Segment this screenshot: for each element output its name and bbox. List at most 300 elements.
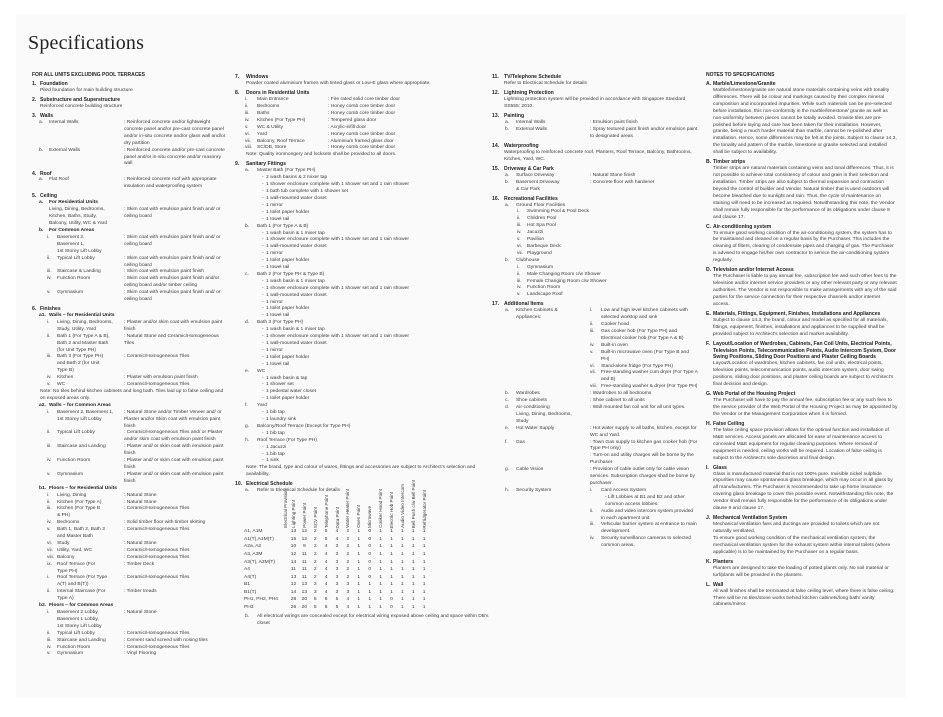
spec-label-text: Gymnasium [57,290,84,296]
spec-value-item [590,509,698,523]
spec-row [32,276,230,290]
bullet-text: 1 toilet paper holder [266,209,310,215]
spec-label [235,125,328,132]
column-1 [32,72,230,658]
list-text: All electrical wirings are concealed except for electrical wiring exposed above ceiling and space within DB's closet [257,613,489,626]
spec-label [32,207,124,228]
bullet-text: 1 toilet paper holder [266,306,310,312]
spec-label-text: Living, Dining, Bedrooms, Study, Utility, Yard [57,319,113,332]
spec-number: f. [505,439,508,445]
spec-label [492,127,590,141]
column-header: Oven Point [356,505,362,529]
table-cell: 5 [324,536,328,542]
spec-row [32,458,230,472]
spec-number: ii. [47,430,51,436]
spec-value-text: : Skim coat with emulsion paint finish and/or ceiling board and/or timber ceiling [124,276,220,289]
spec-value-text: : Timber treads [124,589,157,595]
section-number: E. [706,310,711,317]
spec-value-text: : Provision of cable outlet only for cable vision services. Subscription charges shall be borne by purchaser. [590,467,695,486]
subsection-number: b. [39,227,44,233]
spec-number: viii. [245,145,253,151]
list-text: Bath 3 (For Type PH) [257,320,304,326]
section-number: I. [706,464,709,471]
spec-label-text: Basement 2, Basement 1, 1st Storey Lift Lobby [57,409,114,422]
spec-value [124,548,230,555]
bullet-item [235,217,490,224]
section-number: J. [706,515,711,522]
table-cell: 1 [368,589,372,595]
list-text: Function Room [527,285,561,291]
spec-label-text: Basement Driveway & Car Park [516,179,560,192]
dash-icon: - [262,354,264,360]
spec-value-item [590,536,698,550]
spec-label [235,132,328,139]
spec-label [32,430,124,444]
item-number: iii. [590,329,595,335]
spec-label [32,527,124,541]
table-header-cell [332,507,343,528]
list-item [235,488,490,495]
spec-value [328,118,490,125]
spec-value-text: : Skim coat with emulsion paint finish and/ or ceiling board [124,255,221,268]
list-number: vii. [517,250,523,256]
column-header: SCV Point [312,506,318,529]
spec-number: g. [505,467,510,473]
item-text: Built-in microwave oven (For Type B and PH) [601,349,689,362]
spec-number: ii. [47,255,51,261]
column-header: Bell Push c/w Bell Point [410,479,416,529]
table-row [244,559,490,567]
subsection-title-text: Walls – for Common Areas [49,402,111,408]
column-3 [492,72,698,550]
spec-label-text: Kitchen (For Type PH) [257,117,306,123]
section-title-text: Wall [713,581,724,588]
list-item [492,209,698,216]
table-cell: 12 [290,582,297,588]
spec-row [492,173,698,180]
unit-type-cell: A4(T) [244,574,257,580]
spec-number: iv. [47,520,52,526]
spec-label [32,320,124,334]
table-cell: 3 [335,574,339,580]
list-number: a. [505,202,510,208]
list-text: Pavilion [527,237,545,243]
item-number: iii. [590,522,595,528]
paragraph: Piled foundation for main building structure [40,88,133,93]
table-cell: 2 [346,567,350,573]
table-header-cell [386,492,397,529]
table-cell: 2 [346,559,350,565]
spec-value-text: : Ceramic/Homogeneous Tiles [124,506,190,512]
unit-type-cell: A3, A3M [244,551,263,557]
paragraph: Note: No tiles behind kitchen cabinets and long bath. Tiles laid up to false ceiling and on exposed areas only. [40,389,224,401]
spec-value-text: : Natural Stone [124,492,157,498]
spec-value-text: : Skim coat with emulsion paint finish [124,269,204,275]
spec-label-text: Staircase and Landing [57,444,106,450]
bullet-item [235,396,490,403]
bullet-item [235,355,490,362]
spec-row [32,410,230,431]
spec-value-text: : Aluminium framed glass door [328,138,394,144]
table-row [244,574,490,582]
section-title-text: Layout/Location of Wardrobes, Cabinets, Fan Coil Units, Electrical Points, Television Points, Telecommunication Points, Audio Intercom System, Door Swing Positions, Sliding Door Positions and Plaster Ceiling Boards [713,340,897,361]
table-cell: 2 [313,551,317,557]
table-cell: 1 [390,589,393,595]
table-cell: 1 [422,582,426,588]
section-number: 3. [32,113,37,120]
spec-number: iv. [47,276,52,282]
spec-label-text: WC & Utility [257,124,284,130]
spec-value [590,405,698,426]
list-text: Swimming Pool & Pool Deck [527,209,589,215]
spec-row [32,506,230,520]
spec-label [32,177,124,191]
section-title [706,391,898,398]
spec-value-text: : Plaster and/ or skim coat with emulsion paint finish [124,458,224,470]
table-cell: 3 [335,589,339,595]
spec-value [590,173,698,180]
list-text: Children Pool [527,216,557,222]
spec-label [492,440,590,468]
bullet-text: 1 mirror [266,299,283,305]
section-number: A. [706,81,712,88]
spec-number: iii. [47,637,52,643]
spec-value [124,610,230,631]
paragraph: To ensure good working condition of the air-conditioning system, the system has to be maintained and cleaned on a regular basis by the Purchaser. This includes the cleaning of filters, clearing of condensate pipes and charging of gas. The Purchaser is advised to engage his/her own contractor to service the air-conditioning system regularly. [713,230,894,264]
list-item [492,244,698,251]
table-cell: 1 [357,574,361,580]
dash-icon: - [262,389,264,395]
spec-number: iv. [47,644,52,650]
spec-value-item [590,343,698,350]
bullet-text: 1 sink [266,458,279,464]
list-text: Jacuzzi [527,230,544,236]
table-cell: 1 [400,589,404,595]
spec-number: ii. [47,630,51,636]
table-cell: 12 [301,529,308,535]
spec-row [32,541,230,548]
table-cell: 2 [313,544,317,550]
spec-number: v. [47,651,51,657]
dash-icon: - [262,375,264,381]
table-cell: 3 [313,589,317,595]
table-cell: 2 [313,559,317,565]
spec-number: iii. [47,269,52,275]
spec-row [32,610,230,631]
table-cell: 1 [379,544,382,550]
column-header: Power Point [301,503,307,529]
table-row [244,566,490,574]
bullet-text: 1 bib tap [266,410,285,416]
spec-value [124,541,230,548]
table-cell: 11 [301,551,307,557]
section-title-text: Painting [504,113,525,120]
table-cell: 0 [390,597,393,603]
spec-row [492,127,698,141]
section-number: 7. [235,74,240,81]
spec-value-text: : Tempered glass door [328,117,377,123]
spec-value-text: : Honey comb core timber door [328,131,396,137]
unit-type-cell: B1(T) [244,589,257,595]
section-title [706,267,898,274]
spec-row [32,256,230,270]
bullet-item [235,341,490,348]
section-title [492,143,698,150]
spec-row [492,398,698,405]
list-number: b. [245,613,250,619]
spec-label [32,375,124,382]
paragraph: Note: The brand, type and colour of wares, fittings and accessories are subject to Architect's selection and availability. [246,465,476,478]
spec-label [32,548,124,555]
spec-row [492,467,698,488]
column-header: Electrical Provision [283,489,288,529]
table-cell: 1 [400,582,404,588]
spec-label [32,444,124,458]
table-cell: 28 [290,597,297,603]
table-cell: 1 [357,529,361,535]
spec-value-text: : Reinforced concrete roof with appropriate insulation and waterproofing system [124,177,217,190]
bullet-item [235,210,490,217]
table-cell: 1 [400,567,404,573]
dash-icon: - [262,278,264,284]
bullet-text: 1 toilet paper holder [266,396,310,402]
paragraph: To ensure good working condition of the mechanical ventilation system, the mechanical ventilation system for the exhaust system within internal toilets (where applicable) is to be maintained by the Purchaser on a regular basis. [713,535,891,555]
spec-value [124,493,230,500]
bullet-item [235,362,490,369]
spec-label-text: Gas [516,439,525,445]
table-cell: 12 [290,551,297,557]
table-cell: 15 [290,536,297,542]
spec-number: b. [505,391,510,397]
spec-value-text: : Reinforced concrete and/or pre-cast concrete panel and/or in-situ concrete and/or masonry wall [124,147,225,167]
table-cell: 4 [324,582,328,588]
item-text: Security surveillance cameras to selected common areas. [601,536,691,549]
spec-value [124,290,230,304]
spec-label [32,506,124,520]
spec-value [124,631,230,638]
column-2 [235,72,490,627]
list-text: Barbeque Deck [527,243,561,249]
spec-value [124,555,230,562]
list-text: Yard [257,403,267,409]
subsection-title [32,313,230,320]
list-number: e. [245,368,250,374]
spec-value-text: : Solid timber floor with timber skirting [124,520,206,526]
spec-number: vii. [47,547,53,553]
spec-number: ii. [47,589,51,595]
paragraph: The false ceiling space provision allows for the optimal function and installation of M&E services. Access panels are allocated for ease of maintenance access to concealed M&E equipment for regular cleaning purposes. Where removal of equipment is needed, ceiling works will be required. Location of false ceiling is subject to the Architect's sole discretion and final design. [713,427,889,461]
table-cell: 1 [390,544,393,550]
dash-icon: - [262,361,264,367]
table-cell: 1 [422,589,426,595]
spec-label-text: Basement 2 Lobby, Basement 1 Lobby, 1st Storey Lift Lobby [57,610,102,629]
spec-number: a. [39,177,44,183]
spec-label [32,562,124,576]
spec-row [492,180,698,194]
spec-number: i. [245,97,248,103]
section-title-text: Television and/or Internet Access [713,267,794,274]
table-cell: 1 [422,567,426,573]
spec-value [124,589,230,603]
list-number: i. [517,264,520,270]
table-cell: 1 [357,567,361,573]
list-text: Landscape Roof [527,292,563,298]
bullet-text: 1 wash basin & 1 mixer tap [266,327,325,333]
bullet-text: 1 shower enclosure complete with 1 shower set and 1 rain shower [266,334,409,340]
paragraph: Marble/limestone/granite are natural stone materials containing veins with tonality differences. There will be colour and markings caused by their complex mineral composition and incorporated impurities. While such materials can be pre-selected before installation, this non-conformity in the marble/limestone/ granite as well as non-uniformity between pieces cannot be totally avoided. Granite tiles are pre-polished before laying and care has been taken for their installation. However, granite, being a much harder material than marble, cannot be re-polished after installation. Hence, some differences may be felt at the joints. Subject to clause 14.3, the tonality and pattern of the marble, limestone or granite selected and installed shall be subject to availability. [713,88,897,156]
list-number: ii. [517,216,521,222]
section-heading: FOR ALL UNITS EXCLUDING POOL TERRACES [32,72,145,78]
dash-icon: - [262,327,264,333]
list-text: Male Changing Room c/w Shower [527,271,601,277]
table-header-cell [299,503,310,528]
spec-value-text: : Honey comb core timber door [328,110,396,116]
section-number: G. [706,391,712,398]
column-header: Cooker Hood Point [378,489,384,529]
spec-value-item [590,322,698,329]
spec-row [492,426,698,440]
spec-number: iii. [47,444,52,450]
dash-icon: - [262,209,264,215]
bullet-text: 1 toilet paper holder [266,354,310,360]
spec-label-text: Bedrooms [57,520,80,526]
section-title [706,224,898,231]
section-title [32,113,230,120]
dash-icon: - [262,216,264,222]
spec-row [492,308,698,391]
spec-number: v. [47,382,51,388]
table-cell: 11 [301,574,307,580]
list-number: v. [517,237,521,243]
table-row [244,604,490,612]
dash-icon: - [262,195,264,201]
paragraph: Planters are designed to take the loading of potted plants only. No soil material or turf/plants will be provided in the planters. [713,565,889,578]
section-number: 17. [492,301,500,308]
table-header-cell [310,507,321,528]
spec-label-text: Gymnasium [57,471,84,477]
spec-row [32,527,230,541]
table-cell: 3 [335,551,339,557]
list-number: ii. [517,271,521,277]
section-title [706,421,898,428]
spec-label-text: Living, Dining, Bedrooms, Kitchen, Baths, Study, Balcony, Utility, WC & Yard [49,207,108,227]
spec-label [32,235,124,256]
spec-label-text: Balcony [57,554,75,560]
unit-type-cell: PH1, PH2, PH4 [244,597,278,603]
list-number: f. [245,403,248,409]
item-number: iv. [590,536,595,542]
spec-label-text: Security System [516,487,552,493]
table-cell: 1 [411,582,415,588]
table-cell: 1 [422,529,426,535]
spec-value-text: : Natural Stone finish [590,172,636,178]
section-title-text: Glass [713,464,727,471]
table-cell: 0 [390,605,393,611]
paragraph: Timber strips are natural materials containing veins and tonal differences. Thus, it is not possible to achieve total consistency of colour and grain in their selection and installation. Timber strips are also subject to thermal expansion and contraction beyond the control of builder and Vendor. Natural timber that is used outdoors will become bleached due to sunlight and rain. Thus, the cycle of maintenance on staining will need to be increased as required. Notwithstanding this note, the Vendor shall remain fully responsible for the performance of its obligations under clause 9 and clause 17. [713,166,895,220]
dash-icon: - [262,444,264,450]
table-cell: 1 [379,559,382,565]
dash-icon: - [262,175,264,181]
spec-value-text: : Turn-on and utility charges will be borne by the Purchaser [590,453,694,466]
spec-label [492,467,590,488]
list-text: WC [257,368,266,374]
spec-number: e. [505,425,510,431]
section-number: 10. [235,481,243,488]
bullet-text: 1 towel rail [266,313,290,319]
spec-label [492,426,590,440]
spec-value-text: : Plaster with emulsion paint finish [124,375,198,381]
list-item [492,251,698,258]
table-cell: 2 [313,574,317,580]
section-number: 6. [32,306,37,313]
spec-label [32,382,124,389]
spec-label-text: Kitchen [57,375,74,381]
item-subtext: - Lift Lobbies at B1 and B2 and other common access lobbies. [605,494,685,507]
spec-number: iii. [47,354,52,360]
spec-number: h. [505,487,510,493]
bullet-text: 1 mirror [266,202,283,208]
section-title-text: Lightning Protection [504,90,554,97]
spec-label [235,104,328,111]
spec-label [235,118,328,125]
list-item [492,292,698,299]
item-text: Free-standing washer & dryer (For Type PH) [601,384,698,390]
spec-value-text: : Honey comb core timber door [328,104,396,109]
table-header-cell [364,506,375,528]
spec-value [328,125,490,132]
spec-label-text: Typical Lift Lobby [57,255,95,261]
section-title-text: Recreational Facilities [504,195,558,202]
spec-value-text: : Acrylic-infill door [328,124,367,130]
table-cell: 1 [422,574,426,580]
list-item [492,279,698,286]
list-number: vi. [517,243,522,249]
subsection-title [32,403,230,410]
spec-label-text: Living, Dining [57,492,87,498]
column-header: Telephone Point [323,495,329,529]
table-cell: 1 [390,536,393,542]
table-cell: 20 [301,605,308,611]
spec-number: ix. [47,561,52,567]
table-cell: 1 [400,536,404,542]
spec-number: i. [47,319,50,325]
list-text: Bath 2 (For Type PH & Type B) [257,271,325,277]
dash-icon: - [262,202,264,208]
bullet-text: 1 bath tub complete with 1 shower set [266,189,349,195]
table-cell: 4 [335,536,339,542]
table-cell: 20 [301,597,308,603]
spec-value-text: : Skim coat with emulsion paint finish and/ or ceiling board [124,234,221,247]
table-cell: 0 [368,536,372,542]
spec-row [32,472,230,486]
bullet-text: 1 towel rail [266,216,290,222]
list-text: Balcony/Roof Terrace (Except for Type PH) [257,423,351,429]
section-heading: NOTES TO SPECIFICATIONS [706,72,775,78]
table-cell: 1 [379,605,382,611]
list-item [492,203,698,210]
table-cell: 1 [357,582,361,588]
dash-icon: - [262,396,264,402]
table-cell: 1 [411,551,415,557]
spec-label-text: Air-conditioning Living, Dining, Bedrooms, Study [516,405,572,424]
item-text: Stand-alone fridge (For Type PH) [601,363,673,369]
spec-label-text: WC [57,382,66,388]
table-cell: 1 [411,574,415,580]
subsection-title [32,603,230,610]
spec-label-text: Function Room [57,458,91,464]
section-title [492,74,698,81]
dash-icon: - [262,313,264,319]
